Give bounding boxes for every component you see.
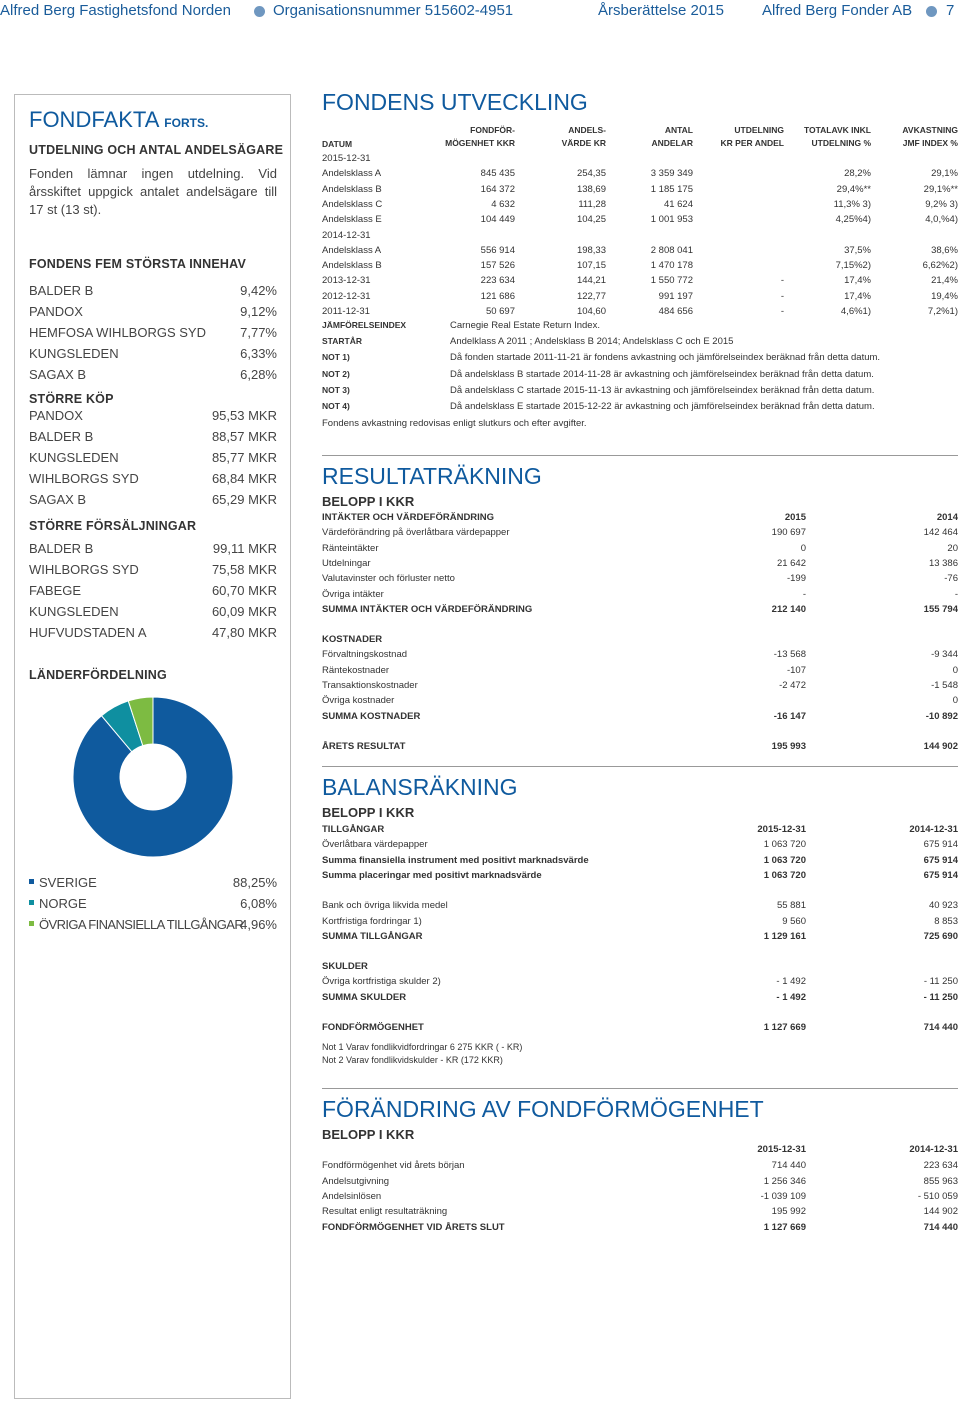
row-value-previous: 0 xyxy=(952,664,958,676)
table-cell: 28,2% xyxy=(844,168,871,180)
item-name: HEMFOSA WIHLBORGS SYD xyxy=(29,325,206,340)
legend-swatch xyxy=(29,879,34,884)
row-value-previous: -1 548 xyxy=(931,680,958,691)
table-cell: Andelsklass A xyxy=(322,244,382,256)
row-value-previous: 2014 xyxy=(936,512,958,523)
legend-swatch xyxy=(29,900,34,905)
table-cell: 2014-12-31 xyxy=(322,229,371,241)
table-cell: 1 001 953 xyxy=(650,214,693,226)
table-cell: 111,28 xyxy=(578,198,606,210)
header-fund-name: Alfred Berg Fastighetsfond Norden xyxy=(0,2,231,19)
row-value-previous: 144 902 xyxy=(923,740,958,752)
legend-label: NORGE xyxy=(39,896,87,911)
row-value-current: 190 697 xyxy=(771,527,806,539)
row-value-previous: 725 690 xyxy=(923,930,958,942)
row-value-current: -1 039 109 xyxy=(760,1190,806,1202)
row-value-previous: - xyxy=(954,588,958,600)
table-cell: 7,15%2) xyxy=(835,260,871,272)
table-cell: 1 550 772 xyxy=(650,275,693,287)
row-value-current: 1 063 720 xyxy=(763,854,806,866)
row-label: TILLGÅNGAR xyxy=(322,824,385,835)
row-value-previous: 155 794 xyxy=(923,603,958,615)
row-label: Fondförmögenhet vid årets början xyxy=(322,1160,465,1172)
row-value-current: 195 992 xyxy=(771,1206,806,1218)
row-label: KOSTNADER xyxy=(322,634,383,646)
row-label: Bank och övriga likvida medel xyxy=(322,900,448,912)
row-value-previous: 20 xyxy=(947,542,958,554)
column-header-line: TOTALAVK INKL xyxy=(803,125,871,135)
table-cell: 121 686 xyxy=(480,290,515,302)
row-value-current: 2015 xyxy=(784,512,806,523)
item-name: WIHLBORGS SYD xyxy=(29,471,139,486)
column-header-line: FONDFÖR- xyxy=(470,125,515,135)
legend-value: 6,08% xyxy=(240,896,277,911)
row-label: Transaktionskostnader xyxy=(322,680,418,691)
item-name: KUNGSLEDEN xyxy=(29,604,119,619)
row-value-current: -199 xyxy=(786,573,806,585)
item-value: 88,57 MKR xyxy=(211,429,277,444)
table-cell: 41 624 xyxy=(663,198,693,210)
table-cell: 2011-12-31 xyxy=(322,306,370,317)
item-value: 85,77 MKR xyxy=(211,450,277,465)
column-header-line: ANDELAR xyxy=(651,138,693,148)
row-label: SUMMA KOSTNADER xyxy=(322,710,421,722)
legend-value: 88,25% xyxy=(232,875,277,890)
column-header-line: JMF INDEX % xyxy=(902,138,958,148)
table-cell: 845 435 xyxy=(480,168,515,180)
row-value-previous: - 11 250 xyxy=(923,976,958,988)
row-label: Utdelningar xyxy=(322,557,371,569)
table-cell: 17,4% xyxy=(844,290,871,302)
row-value-current: 1 256 346 xyxy=(763,1175,806,1187)
item-name: BALDER B xyxy=(29,541,94,556)
header-report-name: Årsberättelse 2015 xyxy=(598,2,724,19)
row-label: Summa placeringar med positivt marknadsvärde xyxy=(322,869,542,881)
note-label: NOT 4) xyxy=(322,401,350,411)
row-value-previous: 13 386 xyxy=(928,557,958,569)
table-cell: 19,4% xyxy=(931,290,958,302)
column-header-line: KR PER ANDEL xyxy=(720,138,784,148)
table-cell: 254,35 xyxy=(576,168,606,180)
table-cell: 484 656 xyxy=(658,306,693,317)
row-value-current: 21 642 xyxy=(776,557,806,569)
item-name: SAGAX B xyxy=(29,367,87,382)
table-cell: 164 372 xyxy=(480,183,515,195)
column-header-line: AVKASTNING xyxy=(902,125,958,135)
row-label: Summa finansiella instrument med positivt marknadsvärde xyxy=(322,854,589,866)
row-value-previous: 714 440 xyxy=(923,1221,958,1233)
column-header-line: UTDELNING xyxy=(734,125,784,135)
sells-heading: STÖRRE FÖRSÄLJNINGAR xyxy=(29,519,197,533)
row-value-previous: -76 xyxy=(944,573,958,585)
divider xyxy=(322,766,958,767)
column-header xyxy=(804,124,871,150)
row-value-current: 55 881 xyxy=(776,900,806,912)
item-value: 65,29 MKR xyxy=(211,492,277,507)
row-value-current: 1 127 669 xyxy=(763,1022,806,1033)
item-name: HUFVUDSTADEN A xyxy=(29,625,147,640)
table-cell: 17,4% xyxy=(844,275,871,287)
row-value-current: 212 140 xyxy=(771,603,806,615)
row-value-current: 195 993 xyxy=(771,740,806,752)
row-value-previous: 142 464 xyxy=(923,527,958,539)
row-value-current: 2015-12-31 xyxy=(757,1144,806,1155)
row-label: SUMMA SKULDER xyxy=(322,991,407,1003)
legend-value: 4,96% xyxy=(240,917,277,932)
row-value-current: - xyxy=(802,588,806,600)
table-cell: 7,2%1) xyxy=(927,306,958,317)
table-cell: 1 185 175 xyxy=(650,183,693,195)
item-name: KUNGSLEDEN xyxy=(29,346,119,361)
table-cell: 50 697 xyxy=(485,306,515,317)
row-value-previous: 8 853 xyxy=(934,915,958,927)
item-value: 60,09 MKR xyxy=(211,604,277,619)
row-label: FONDFÖRMÖGENHET VID ÅRETS SLUT xyxy=(322,1221,505,1233)
table-cell: 11,3% 3) xyxy=(833,198,871,210)
header-company: Alfred Berg Fonder AB xyxy=(762,2,913,19)
table-cell: 138,69 xyxy=(576,183,606,195)
item-value: 9,42% xyxy=(240,283,277,298)
table-cell: 9,2% 3) xyxy=(925,198,958,210)
column-header-line: VÄRDE KR xyxy=(561,138,606,148)
divider xyxy=(322,455,958,456)
row-label: Ränteintäkter xyxy=(322,542,379,554)
item-value: 95,53 MKR xyxy=(211,408,277,423)
item-name: BALDER B xyxy=(29,429,94,444)
header-dot-icon xyxy=(254,6,265,17)
row-value-previous: -10 892 xyxy=(925,710,958,722)
table-cell: 29,1% xyxy=(931,168,958,180)
column-header-line: MÖGENHET KKR xyxy=(445,138,515,148)
item-name: PANDOX xyxy=(29,304,83,319)
row-value-current: -16 147 xyxy=(773,710,806,722)
row-label: Övriga kostnader xyxy=(322,695,395,707)
row-value-current: 714 440 xyxy=(771,1160,806,1172)
row-label: Värdeförändring på överlåtbara värdepapper xyxy=(322,527,510,539)
table-cell: 104,25 xyxy=(576,214,606,226)
row-value-current: -107 xyxy=(786,664,806,676)
row-value-current: -13 568 xyxy=(773,649,806,661)
table-cell: 144,21 xyxy=(576,275,606,287)
development-title: FONDENS UTVECKLING xyxy=(322,89,588,115)
row-label: Kortfristiga fordringar 1) xyxy=(322,915,422,927)
column-header-line: ANDELS- xyxy=(568,125,606,135)
balance-title: BALANSRÄKNING xyxy=(322,774,518,800)
row-label: INTÄKTER OCH VÄRDEFÖRÄNDRING xyxy=(322,512,495,523)
item-name: KUNGSLEDEN xyxy=(29,450,119,465)
column-header xyxy=(721,124,784,150)
buys-heading: STÖRRE KÖP xyxy=(29,392,114,406)
item-name: FABEGE xyxy=(29,583,82,598)
table-cell: 991 197 xyxy=(658,290,693,302)
table-cell: 223 634 xyxy=(480,275,515,287)
row-label: Räntekostnader xyxy=(322,664,390,676)
income-subtitle: BELOPP I KKR xyxy=(322,494,415,509)
item-value: 68,84 MKR xyxy=(211,471,277,486)
sidebar-title xyxy=(29,107,208,133)
item-value: 6,28% xyxy=(240,367,277,382)
item-value: 7,77% xyxy=(240,325,277,340)
row-value-previous: 855 963 xyxy=(923,1175,958,1187)
row-label: Andelsinlösen xyxy=(322,1190,382,1202)
row-label: Andelsutgivning xyxy=(322,1175,390,1187)
column-header xyxy=(562,124,606,150)
table-cell: Andelsklass A xyxy=(322,168,382,180)
country-heading: LÄNDERFÖRDELNING xyxy=(29,668,167,682)
row-label: Förvaltningskostnad xyxy=(322,649,408,661)
country-donut-chart xyxy=(71,695,235,859)
table-cell: 4,0,%4) xyxy=(925,214,958,226)
row-value-previous: 675 914 xyxy=(923,869,958,881)
item-value: 75,58 MKR xyxy=(211,562,277,577)
fund-facts-sidebar xyxy=(14,94,291,1399)
change-subtitle: BELOPP I KKR xyxy=(322,1127,415,1142)
note-text: Då andelsklass E startade 2015-12-22 är avkastning och jämförelseindex beräknad från detta datum. xyxy=(450,401,875,412)
column-header-line: UTDELNING % xyxy=(811,138,871,148)
item-name: SAGAX B xyxy=(29,492,87,507)
note-text: Då andelsklass C startade 2015-11-13 är avkastning och jämförelseindex beräknad från detta datum. xyxy=(450,384,875,396)
table-cell: 2013-12-31 xyxy=(322,275,371,287)
row-value-current: 1 129 161 xyxy=(763,930,806,942)
table-cell: - xyxy=(780,275,784,287)
table-cell: 2 808 041 xyxy=(650,244,693,256)
table-cell: 157 526 xyxy=(480,260,515,272)
table-cell: Andelsklass B xyxy=(322,183,382,195)
legend-label: ÖVRIGA FINANSIELLA TILLGÅNGAR xyxy=(39,917,244,932)
row-value-previous: - 510 059 xyxy=(917,1190,958,1202)
item-value: 47,80 MKR xyxy=(211,625,277,640)
row-label: SUMMA INTÄKTER OCH VÄRDEFÖRÄNDRING xyxy=(322,603,533,615)
row-value-current: -2 472 xyxy=(779,680,806,691)
table-cell: 104 449 xyxy=(480,214,515,226)
row-label: Resultat enligt resultaträkning xyxy=(322,1206,448,1218)
table-cell: 122,77 xyxy=(576,290,606,302)
row-value-previous: 2014-12-31 xyxy=(909,824,958,835)
row-value-current: 0 xyxy=(800,542,806,554)
note-text: Carnegie Real Estate Return Index. xyxy=(450,320,600,331)
row-label: SKULDER xyxy=(322,961,368,973)
note-label: NOT 3) xyxy=(322,384,350,395)
table-cell: 6,62%2) xyxy=(922,260,958,272)
table-cell: 4,6%1) xyxy=(840,306,871,317)
row-label: Överlåtbara värdepapper xyxy=(322,839,428,851)
table-cell: Andelsklass E xyxy=(322,214,382,226)
table-cell: 556 914 xyxy=(480,244,515,256)
row-value-current: 1 063 720 xyxy=(763,869,806,881)
row-value-previous: 40 923 xyxy=(928,900,958,912)
row-value-previous: 675 914 xyxy=(923,839,958,851)
row-value-previous: 675 914 xyxy=(923,854,958,866)
column-header-line: ANTAL xyxy=(664,125,693,135)
row-value-previous: - 11 250 xyxy=(923,991,958,1003)
sidebar-title-suffix: FORTS. xyxy=(164,116,209,130)
table-cell: Andelsklass C xyxy=(322,198,383,210)
divider xyxy=(322,1088,958,1089)
row-value-previous: 223 634 xyxy=(923,1160,958,1172)
note-label: NOT 2) xyxy=(322,368,350,379)
row-value-previous: 144 902 xyxy=(923,1206,958,1218)
item-name: PANDOX xyxy=(29,408,83,423)
note-label: STARTÅR xyxy=(322,336,362,347)
column-header xyxy=(445,124,515,150)
item-name: WIHLBORGS SYD xyxy=(29,562,139,577)
balance-note: Not 1 Varav fondlikvidfordringar 6 275 KKR ( - KR) xyxy=(322,1042,523,1052)
row-value-previous: 0 xyxy=(952,695,958,707)
table-cell: Andelsklass B xyxy=(322,260,382,272)
row-value-previous: 714 440 xyxy=(923,1022,958,1033)
table-cell: - xyxy=(780,290,784,302)
table-cell: 2015-12-31 xyxy=(322,153,371,164)
legend-label: SVERIGE xyxy=(39,875,97,890)
row-value-current: 9 560 xyxy=(782,915,806,927)
income-title: RESULTATRÄKNING xyxy=(322,463,542,489)
header-org-number: Organisationsnummer 515602-4951 xyxy=(273,2,514,19)
top-holdings-heading: FONDENS FEM STÖRSTA INNEHAV xyxy=(29,257,246,271)
item-value: 6,33% xyxy=(240,346,277,361)
note-label: NOT 1) xyxy=(322,352,350,363)
row-label: ÅRETS RESULTAT xyxy=(322,740,406,752)
balance-note: Not 2 Varav fondlikvidskulder - KR (172 KKR) xyxy=(322,1055,503,1065)
table-cell: 21,4% xyxy=(931,275,958,287)
table-cell: 104,60 xyxy=(576,306,606,317)
row-value-current: 1 127 669 xyxy=(763,1221,806,1233)
column-header: DATUM xyxy=(322,139,353,149)
item-value: 9,12% xyxy=(240,304,277,319)
note-text: Då andelsklass B startade 2014-11-28 är avkastning och jämförelseindex beräknad från detta datum. xyxy=(450,368,874,380)
row-value-previous: -9 344 xyxy=(931,649,958,661)
table-cell: 38,6% xyxy=(931,244,958,256)
row-label: SUMMA TILLGÅNGAR xyxy=(322,930,423,942)
row-value-previous: 2014-12-31 xyxy=(909,1144,958,1155)
row-label: Övriga kortfristiga skulder 2) xyxy=(322,976,441,988)
table-cell: 3 359 349 xyxy=(650,168,693,180)
note-text: Andelklass A 2011 ; Andelsklass B 2014; Andelsklass C och E 2015 xyxy=(450,336,734,348)
column-header xyxy=(651,124,693,150)
item-name: BALDER B xyxy=(29,283,94,298)
table-cell: 4,25%4) xyxy=(835,214,871,226)
column-header xyxy=(902,124,958,150)
item-value: 60,70 MKR xyxy=(211,583,277,598)
row-value-current: 1 063 720 xyxy=(763,839,806,851)
footer-note: Fondens avkastning redovisas enligt slutkurs och efter avgifter. xyxy=(322,418,587,429)
table-cell: 4 632 xyxy=(491,198,515,210)
sidebar-title-text: FONDFAKTA xyxy=(29,107,159,132)
table-cell: 29,1%** xyxy=(923,183,958,195)
table-cell: 1 470 178 xyxy=(650,260,693,272)
item-value: 99,11 MKR xyxy=(212,541,277,556)
balance-subtitle: BELOPP I KKR xyxy=(322,805,415,820)
page-header xyxy=(0,0,960,26)
table-cell: 29,4%** xyxy=(836,183,871,195)
table-cell: - xyxy=(780,306,784,317)
table-cell: 198,33 xyxy=(576,244,606,256)
header-dot-icon xyxy=(926,6,937,17)
note-text: Då fonden startade 2011-11-21 är fondens avkastning och jämförelseindex beräknad från detta datum. xyxy=(450,352,881,364)
row-value-current: - 1 492 xyxy=(776,976,806,988)
row-label: Valutavinster och förluster netto xyxy=(322,573,455,585)
change-title: FÖRÄNDRING AV FONDFÖRMÖGENHET xyxy=(322,1096,764,1122)
table-cell: 2012-12-31 xyxy=(322,290,371,302)
row-label: Övriga intäkter xyxy=(322,588,384,600)
table-cell: 37,5% xyxy=(844,244,871,256)
page-number: 7 xyxy=(946,2,955,19)
row-value-current: - 1 492 xyxy=(776,991,806,1003)
note-label: JÄMFÖRELSEINDEX xyxy=(322,320,407,330)
row-label: FONDFÖRMÖGENHET xyxy=(322,1022,424,1033)
legend-swatch xyxy=(29,921,34,926)
table-cell: 107,15 xyxy=(576,260,606,272)
distribution-text: Fonden lämnar ingen utdelning. Vid årsskiftet uppgick antalet andelsägare till 17 st (13 st). xyxy=(29,166,277,217)
row-value-current: 2015-12-31 xyxy=(757,824,806,835)
distribution-heading: UTDELNING OCH ANTAL ANDELSÄGARE xyxy=(29,143,284,157)
